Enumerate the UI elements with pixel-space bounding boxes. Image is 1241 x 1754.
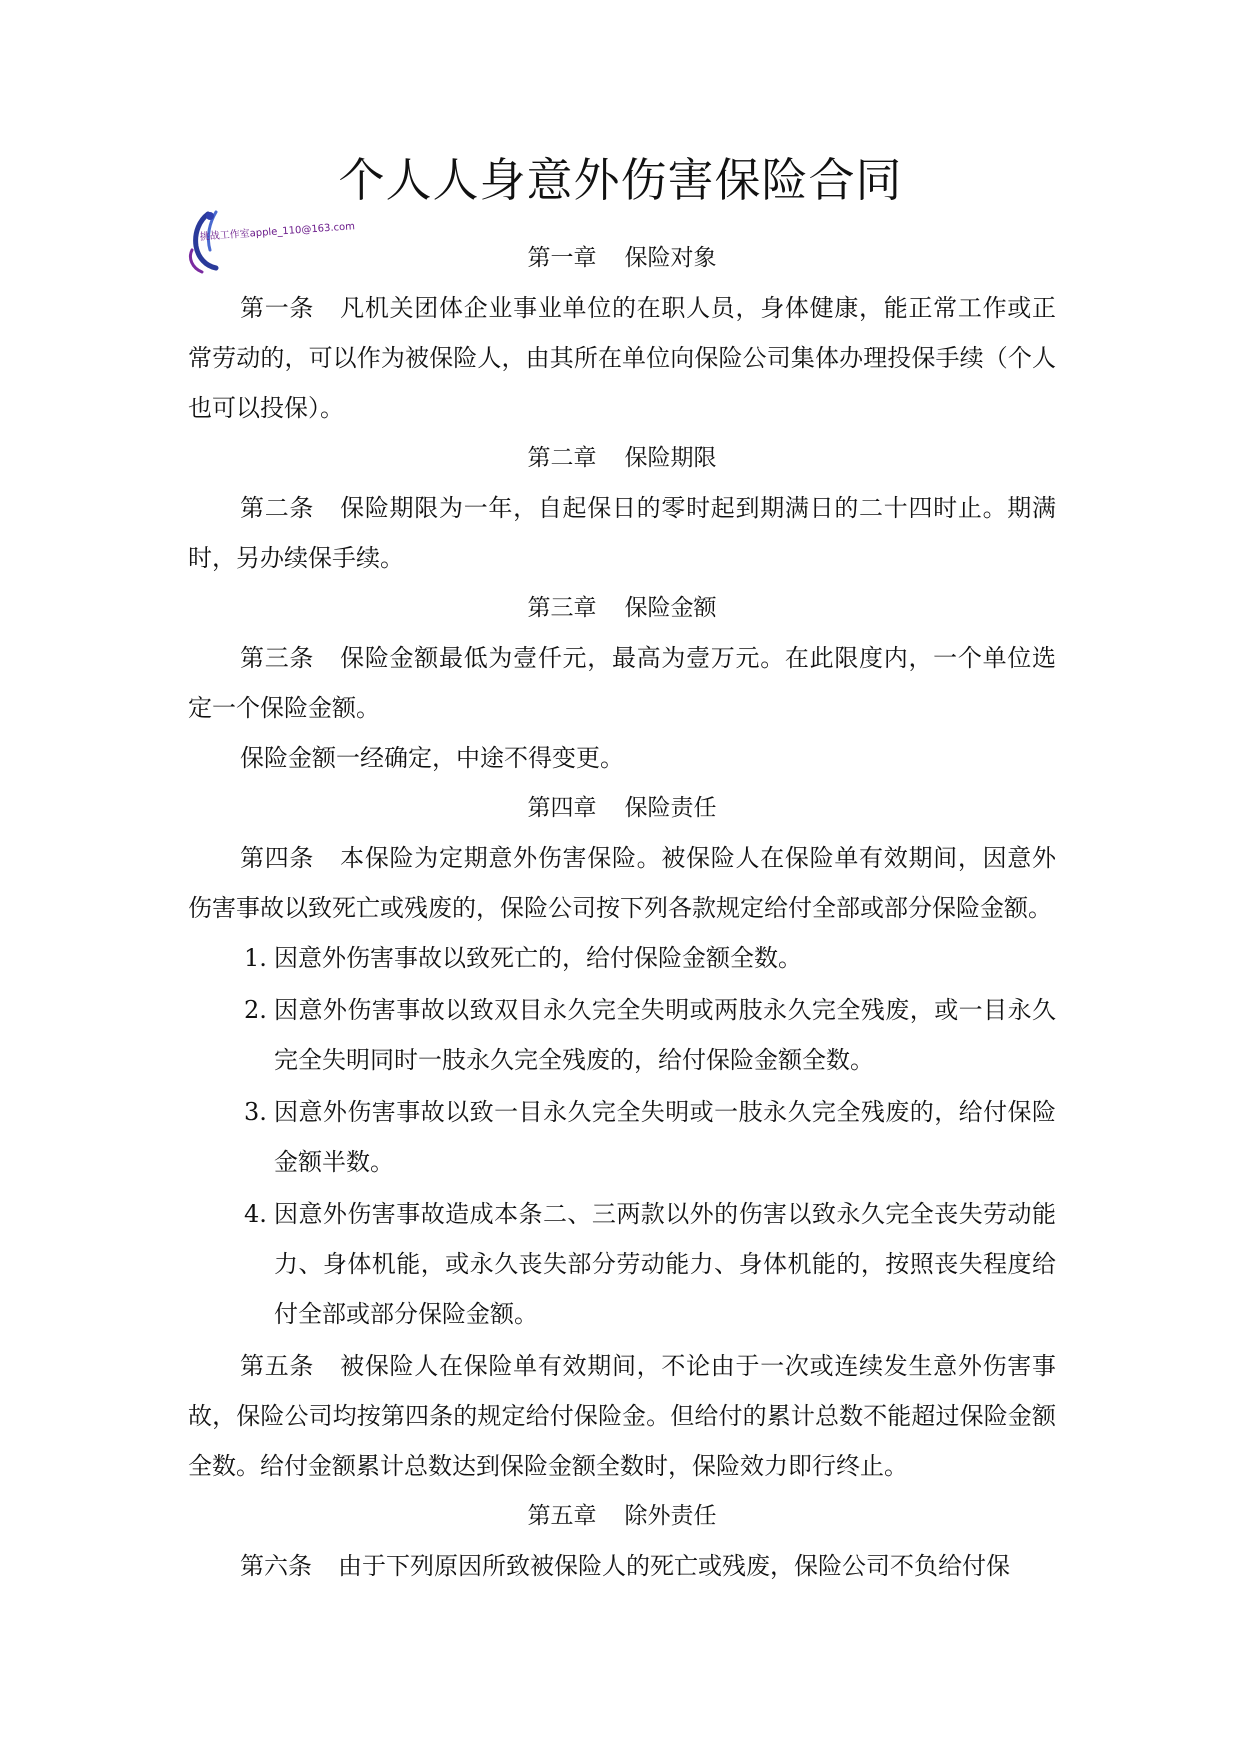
chapter-heading [188, 433, 1056, 483]
chapter-number: 第五章 [527, 1503, 597, 1529]
list-item-number: 3. [244, 1098, 267, 1126]
article-label: 第六条 [240, 1552, 312, 1580]
article-text: 保险金额最低为壹仟元，最高为壹万元。在此限度内，一个单位选定一个保险金额。 [188, 644, 1057, 722]
list-item-text: 因意外伤害事故以致一目永久完全失明或一肢永久完全残废的，给付保险金额半数。 [274, 1098, 1056, 1176]
article-label: 第五条 [240, 1352, 315, 1380]
article-paragraph [188, 283, 1056, 433]
chapter-number: 第二章 [527, 445, 597, 471]
chapter-number: 第四章 [527, 795, 597, 821]
article-text: 被保险人在保险单有效期间，不论由于一次或连续发生意外伤害事故，保险公司均按第四条的规定给付保险金。但给付的累计总数不能超过保险金额全数。给付金额累计总数达到保险金额全数时，保险效力即行终止。 [188, 1352, 1057, 1480]
chapter-number: 第三章 [527, 595, 597, 621]
document-body [188, 233, 1056, 1591]
article-paragraph [188, 1341, 1056, 1491]
article-paragraph [188, 833, 1056, 933]
article-label: 第二条 [240, 494, 315, 522]
article-paragraph [188, 1541, 1056, 1591]
list-item-text: 因意外伤害事故以致双目永久完全失明或两肢永久完全残废，或一目永久完全失明同时一肢永久完全残废的，给付保险金额全数。 [274, 996, 1056, 1074]
chapter-number: 第一章 [527, 245, 597, 271]
article-text: 本保险为定期意外伤害保险。被保险人在保险单有效期间，因意外伤害事故以致死亡或残废的，保险公司按下列各款规定给付全部或部分保险金额。 [188, 844, 1057, 922]
list-item [244, 933, 1056, 983]
list-item-text: 因意外伤害事故造成本条二、三两款以外的伤害以致永久完全丧失劳动能力、身体机能，或永久丧失部分劳动能力、身体机能的，按照丧失程度给付全部或部分保险金额。 [274, 1200, 1056, 1328]
chapter-name: 保险期限 [624, 445, 717, 471]
article-text: 由于下列原因所致被保险人的死亡或残废，保险公司不负给付保 [338, 1552, 1010, 1580]
chapter-heading [188, 783, 1056, 833]
article-label: 第三条 [240, 644, 315, 672]
document-title: 个人人身意外伤害保险合同 [338, 153, 903, 207]
list-item-text: 因意外伤害事故以致死亡的，给付保险金额全数。 [274, 944, 802, 972]
list-item-number: 4. [244, 1200, 267, 1228]
article-label: 第一条 [240, 294, 315, 322]
chapter-name: 除外责任 [624, 1503, 717, 1529]
clause-list [188, 933, 1056, 1339]
chapter-name: 保险金额 [624, 595, 717, 621]
article-text: 凡机关团体企业事业单位的在职人员，身体健康，能正常工作或正常劳动的，可以作为被保险人，由其所在单位向保险公司集体办理投保手续（个人也可以投保）。 [188, 294, 1057, 422]
article-label: 第四条 [240, 844, 315, 872]
article-paragraph [188, 633, 1056, 733]
svg-text:挑战工作室apple_110@163.com: 挑战工作室apple_110@163.com [199, 221, 356, 243]
list-item-number: 2. [244, 996, 267, 1024]
list-item-number: 1. [244, 944, 267, 972]
article-paragraph [188, 733, 1056, 783]
article-text: 保险金额一经确定，中途不得变更。 [240, 744, 624, 772]
chapter-name: 保险责任 [624, 795, 717, 821]
list-item [244, 1189, 1056, 1339]
chapter-name: 保险对象 [624, 245, 717, 271]
article-text: 保险期限为一年，自起保日的零时起到期满日的二十四时止。期满时，另办续保手续。 [188, 494, 1057, 572]
list-item [244, 1087, 1056, 1187]
chapter-heading [188, 233, 1056, 283]
chapter-heading [188, 1491, 1056, 1541]
chapter-heading [188, 583, 1056, 633]
list-item [244, 985, 1056, 1085]
article-paragraph [188, 483, 1056, 583]
